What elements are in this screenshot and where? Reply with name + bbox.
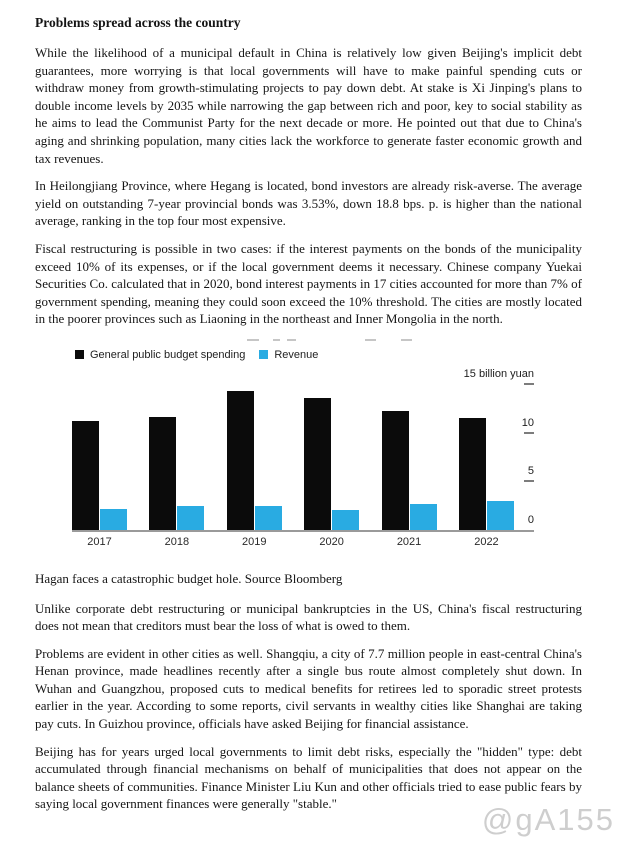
bar-group-2018 bbox=[149, 417, 204, 531]
bar-2017-spending bbox=[72, 421, 99, 531]
bar-group-2021 bbox=[382, 411, 437, 531]
x-axis-label: 2017 bbox=[87, 535, 112, 548]
bar-2017-revenue bbox=[100, 509, 127, 531]
x-axis-label: 2022 bbox=[474, 535, 499, 548]
y-tick-mark bbox=[524, 383, 534, 385]
bar-2022-revenue bbox=[487, 501, 514, 531]
legend-label: Revenue bbox=[274, 348, 319, 361]
bar-2019-revenue bbox=[255, 506, 282, 531]
x-axis-labels bbox=[72, 536, 514, 548]
paragraph: While the likelihood of a municipal default in China is relatively low given Beijing's implicit debt guarantees, more worrying is that local governments will have to make painful spending cuts or withdraw money from growth-stimulating projects to pay down debt. At stake is Xi Jinping's plans to double income levels by 2035 while narrowing the gap between rich and poor, key to social stability as he aims to lead the Communist Party for the next decade or more. He pointed out that due to China's aging and shrinking population, many cities lack the workforce to generate faster economic growth and tax revenues. bbox=[35, 45, 582, 166]
watermark: @gA155 bbox=[481, 802, 615, 837]
bar-2022-spending bbox=[459, 418, 486, 531]
bar-group-2022 bbox=[459, 418, 514, 531]
legend-item bbox=[259, 349, 318, 361]
y-tick-mark bbox=[524, 480, 534, 482]
paragraph: Unlike corporate debt restructuring or municipal bankruptcies in the US, China's fiscal restructuring does not mean that creditors must bear the loss of what is owed to them. bbox=[35, 600, 582, 634]
paragraph: In Heilongjiang Province, where Hegang is located, bond investors are already risk-averse. The average yield on outstanding 7-year provincial bonds was 3.53%, down 18.8 bps. p. is higher than the national average, ranking in the top four most expensive. bbox=[35, 178, 582, 229]
y-tick-label: 0 bbox=[527, 513, 534, 526]
legend-item bbox=[75, 349, 245, 361]
paragraph: Fiscal restructuring is possible in two cases: if the interest payments on the bonds of the municipality exceed 10% of its expenses, or if the local government deems it necessary. Chinese company Yuekai Securities Co. calculated that in 2020, bond interest payments in 17 cities accounted for more than 7% of government spending, meaning they could soon exceed the 10% threshold. The cities are mostly located in the poorer provinces such as Liaoning in the northeast and Inner Mongolia in the north. bbox=[35, 240, 582, 327]
chart-legend bbox=[75, 349, 318, 361]
bar-group-2019 bbox=[227, 391, 282, 531]
paragraphs-top bbox=[35, 44, 582, 328]
bar-2021-revenue bbox=[410, 504, 437, 531]
y-tick-label: 15 billion yuan bbox=[463, 367, 534, 380]
bar-2019-spending bbox=[227, 391, 254, 531]
paragraph: Problems are evident in other cities as well. Shangqiu, a city of 7.7 million people in east-central China's Henan province, made headlines recently after a single bus route almost completely shut down. In Wuhan and Guangzhou, proposed cuts to medical benefits for retirees led to sporadic street protests earlier in the year. According to some reports, civil servants in wealthy cities like Shanghai are taking pay cuts. In Guizhou province, officials have asked Beijing for financial assistance. bbox=[35, 645, 582, 732]
bar-2020-spending bbox=[304, 398, 331, 531]
budget-bar-chart bbox=[35, 338, 582, 556]
x-axis-label: 2018 bbox=[164, 535, 190, 548]
section-heading: Problems spread across the country bbox=[35, 15, 241, 30]
bar-2020-revenue bbox=[332, 510, 359, 531]
paragraph: Beijing has for years urged local governments to limit debt risks, especially the "hidden" type: debt accumulated through financial mechanisms on behalf of municipalities that does not appear on the balance sheets of communities. Finance Minister Liu Kun and other officials tried to ease public fears by saying local government finances were generally "stable." bbox=[35, 743, 582, 812]
plot-area bbox=[72, 385, 514, 531]
x-axis-label: 2020 bbox=[319, 535, 344, 548]
bar-2021-spending bbox=[382, 411, 409, 531]
paragraphs-bottom bbox=[35, 600, 582, 814]
y-tick-label: 5 bbox=[527, 465, 534, 478]
legend-swatch-icon bbox=[259, 350, 268, 359]
chart-caption: Hagan faces a catastrophic budget hole. Source Bloomberg bbox=[35, 570, 343, 586]
bar-group-2017 bbox=[72, 421, 127, 531]
bar-group-2020 bbox=[304, 398, 359, 531]
x-axis-line bbox=[72, 530, 534, 532]
x-axis-label: 2021 bbox=[396, 535, 422, 548]
bar-2018-revenue bbox=[177, 506, 204, 531]
y-tick-mark bbox=[524, 432, 534, 434]
bar-2018-spending bbox=[149, 417, 176, 531]
y-tick-label: 10 bbox=[521, 416, 534, 429]
legend-label: General public budget spending bbox=[90, 348, 246, 361]
x-axis-label: 2019 bbox=[242, 535, 267, 548]
legend-swatch-icon bbox=[75, 350, 84, 359]
